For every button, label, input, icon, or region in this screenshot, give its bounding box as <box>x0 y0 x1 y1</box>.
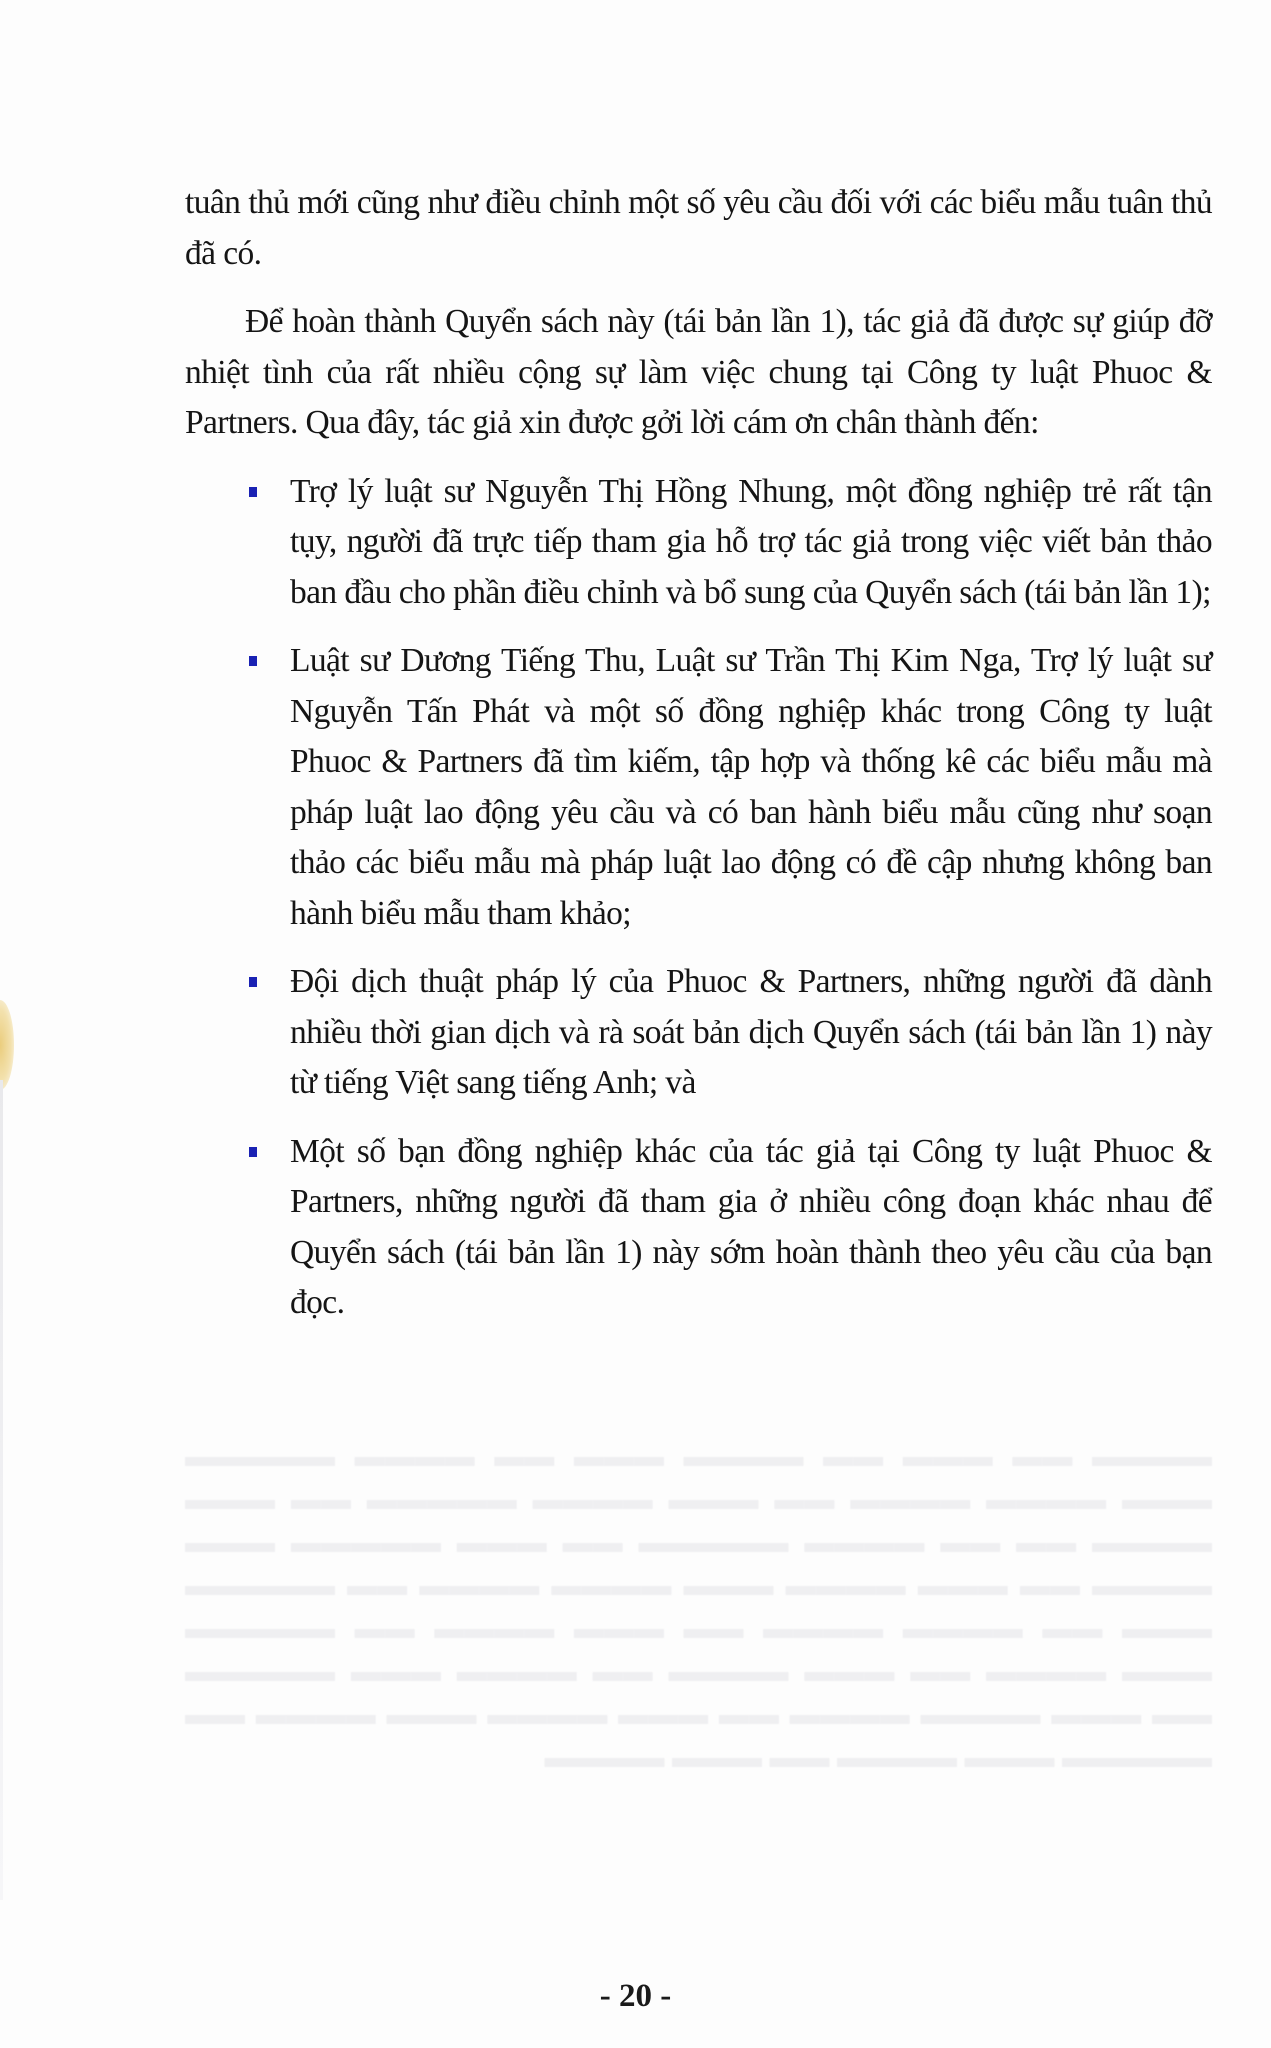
list-item <box>185 636 1212 939</box>
square-bullet-icon <box>249 656 257 666</box>
list-item <box>185 467 1212 619</box>
page-edge <box>0 1080 3 1900</box>
intro-paragraph: tuân thủ mới cũng như điều chỉnh một số yêu cầu đối với các biểu mẫu tuân thủ đã có. <box>185 184 1212 272</box>
bleed-through-text: ▬▬▬▬ ▬▬ ▬▬▬ ▬▬ ▬▬▬▬ ▬▬▬ ▬▬ ▬▬▬▬ ▬▬▬▬▬ ▬▬▬ ▬▬▬▬ ▬▬▬▬ ▬▬ ▬▬▬ ▬▬▬▬ ▬▬▬▬▬ ▬▬ ▬▬▬ ▬▬▬▬ ▬▬ ▬▬ ▬▬▬▬ ▬▬▬▬▬ ▬▬ ▬▬▬ ▬▬▬▬▬ ▬▬▬ ▬▬▬▬ ▬▬ ▬▬▬ ▬▬▬▬ ▬▬▬ ▬▬▬▬ ▬▬▬▬ ▬▬ ▬▬▬▬▬ ▬▬▬ ▬▬ ▬▬▬▬ ▬▬▬▬ ▬▬ ▬▬▬ ▬▬▬▬ ▬▬ ▬▬▬▬▬ ▬▬▬ ▬▬▬▬ ▬▬ ▬▬▬ ▬▬▬▬ ▬▬ ▬▬▬▬ ▬▬▬ ▬▬▬▬▬ ▬▬ ▬▬▬ ▬▬▬▬ ▬▬▬▬ ▬▬ ▬▬▬ ▬▬▬▬ ▬▬▬ ▬▬▬▬ ▬▬ ▬▬▬▬▬ ▬▬▬ ▬▬▬▬ ▬▬ ▬▬▬ ▬▬▬▬ <box>185 1440 1212 1774</box>
acknowledgement-list <box>185 467 1212 1329</box>
page-body <box>185 178 1212 1347</box>
list-item-text: Một số bạn đồng nghiệp khác của tác giả tại Công ty luật Phuoc & Partners, những người đã tham gia ở nhiều công đoạn khác nhau để Quyển sách (tái bản lần 1) này sớm hoàn thành theo yêu cầu của bạn đọc. <box>290 1132 1212 1321</box>
acknowledgement-paragraph: Để hoàn thành Quyển sách này (tái bản lần 1), tác giả đã được sự giúp đỡ nhiệt tình của rất nhiều cộng sự làm việc chung tại Công ty luật Phuoc & Partners. Qua đây, tác giả xin được gởi lời cám ơn chân thành đến: <box>185 303 1212 441</box>
page-number: - 20 - <box>599 1978 672 2014</box>
square-bullet-icon <box>249 487 257 497</box>
paper-stain <box>0 1000 14 1090</box>
square-bullet-icon <box>249 1147 257 1157</box>
list-item <box>185 957 1212 1109</box>
list-item-text: Trợ lý luật sư Nguyễn Thị Hồng Nhung, một đồng nghiệp trẻ rất tận tụy, người đã trực tiếp tham gia hỗ trợ tác giả trong việc viết bản thảo ban đầu cho phần điều chỉnh và bổ sung của Quyển sách (tái bản lần 1); <box>290 472 1212 611</box>
list-item-text: Đội dịch thuật pháp lý của Phuoc & Partners, những người đã dành nhiều thời gian dịch và rà soát bản dịch Quyển sách (tái bản lần 1) này từ tiếng Việt sang tiếng Anh; và <box>290 963 1212 1101</box>
list-item-text: Luật sư Dương Tiếng Thu, Luật sư Trần Thị Kim Nga, Trợ lý luật sư Nguyễn Tấn Phát và một số đồng nghiệp khác trong Công ty luật Phuoc & Partners đã tìm kiếm, tập hợp và thống kê các biểu mẫu mà pháp luật lao động yêu cầu và có ban hành biểu mẫu cũng như soạn thảo các biểu mẫu mà pháp luật lao động có đề cập nhưng không ban hành biểu mẫu tham khảo; <box>290 642 1212 932</box>
list-item <box>185 1127 1212 1329</box>
square-bullet-icon <box>249 977 257 987</box>
